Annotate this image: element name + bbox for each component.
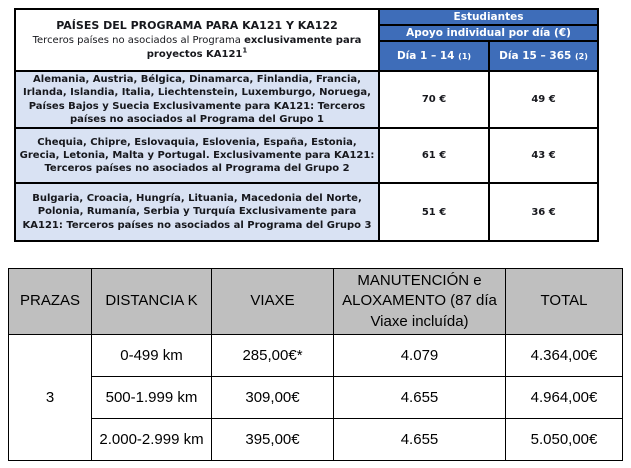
dia-15-365-footnote: (2) bbox=[574, 52, 588, 61]
budget-row-1 bbox=[9, 335, 623, 377]
viaxe-value-1: 285,00€* bbox=[212, 335, 334, 377]
table-row-group2 bbox=[15, 128, 598, 183]
total-value-2: 4.964,00€ bbox=[506, 377, 623, 419]
col-header-dia-1-14 bbox=[379, 41, 489, 71]
dia-15-365-label: Día 15 – 365 bbox=[499, 50, 572, 62]
budget-header-row bbox=[9, 269, 623, 335]
viaxe-value-3: 395,00€ bbox=[212, 419, 334, 461]
budget-row-2 bbox=[9, 377, 623, 419]
table1-subtitle-bold: exclusivamente para proyectos KA121 bbox=[146, 34, 362, 61]
table1-subtitle bbox=[19, 34, 375, 61]
group3-day1-14-value: 51 € bbox=[379, 183, 489, 241]
distancia-value-1: 0-499 km bbox=[92, 335, 212, 377]
manutencion-value-2: 4.655 bbox=[334, 377, 506, 419]
header-distancia: DISTANCIA K bbox=[92, 269, 212, 335]
budget-table bbox=[8, 268, 623, 461]
table1-header-cell bbox=[15, 9, 379, 71]
header-prazas: PRAZAS bbox=[9, 269, 92, 335]
group2-countries-cell: Chequia, Chipre, Eslovaquia, Eslovenia, España, Estonia, Grecia, Letonia, Malta y Portugal. Exclusivamente para KA121: Terceros países no asociados al Programa del Grupo 2 bbox=[15, 128, 379, 183]
dia-1-14-footnote: (1) bbox=[458, 52, 472, 61]
header-manutencion-aloxamento: MANUTENCIÓN e ALOXAMENTO (87 día Viaxe incluída) bbox=[334, 269, 506, 335]
group1-day15-365-value: 49 € bbox=[489, 71, 598, 128]
col-header-dia-15-365 bbox=[489, 41, 598, 71]
estudiantes-header: Estudiantes bbox=[379, 9, 598, 25]
prazas-value: 3 bbox=[9, 335, 92, 461]
apoyo-individual-header: Apoyo individual por día (€) bbox=[379, 25, 598, 41]
total-value-1: 4.364,00€ bbox=[506, 335, 623, 377]
group2-day1-14-value: 61 € bbox=[379, 128, 489, 183]
group1-day1-14-value: 70 € bbox=[379, 71, 489, 128]
table1-subtitle-footnote-mark: 1 bbox=[242, 46, 248, 55]
countries-rates-table bbox=[14, 8, 599, 242]
distancia-value-2: 500-1.999 km bbox=[92, 377, 212, 419]
table-row-group1 bbox=[15, 71, 598, 128]
table1-subtitle-regular: Terceros países no asociados al Programa bbox=[32, 34, 241, 46]
manutencion-value-3: 4.655 bbox=[334, 419, 506, 461]
group3-day15-365-value: 36 € bbox=[489, 183, 598, 241]
group2-day15-365-value: 43 € bbox=[489, 128, 598, 183]
manutencion-value-1: 4.079 bbox=[334, 335, 506, 377]
total-value-3: 5.050,00€ bbox=[506, 419, 623, 461]
header-total: TOTAL bbox=[506, 269, 623, 335]
dia-1-14-label: Día 1 – 14 bbox=[396, 50, 455, 62]
group3-countries-cell: Bulgaria, Croacia, Hungría, Lituania, Macedonia del Norte, Polonia, Rumanía, Serbia y Turquía Exclusivamente para KA121: Terceros países no asociados al Programa del Grupo 3 bbox=[15, 183, 379, 241]
group1-countries-cell: Alemania, Austria, Bélgica, Dinamarca, Finlandia, Francia, Irlanda, Islandia, Italia, Liechtenstein, Luxemburgo, Noruega, Países Bajos y Suecia Exclusivamente para KA121: Terceros países no asociados al Programa del Grupo 1 bbox=[15, 71, 379, 128]
budget-row-3 bbox=[9, 419, 623, 461]
table1-title: PAÍSES DEL PROGRAMA PARA KA121 Y KA122 bbox=[56, 18, 338, 32]
viaxe-value-2: 309,00€ bbox=[212, 377, 334, 419]
table-row-group3 bbox=[15, 183, 598, 241]
distancia-value-3: 2.000-2.999 km bbox=[92, 419, 212, 461]
header-viaxe: VIAXE bbox=[212, 269, 334, 335]
